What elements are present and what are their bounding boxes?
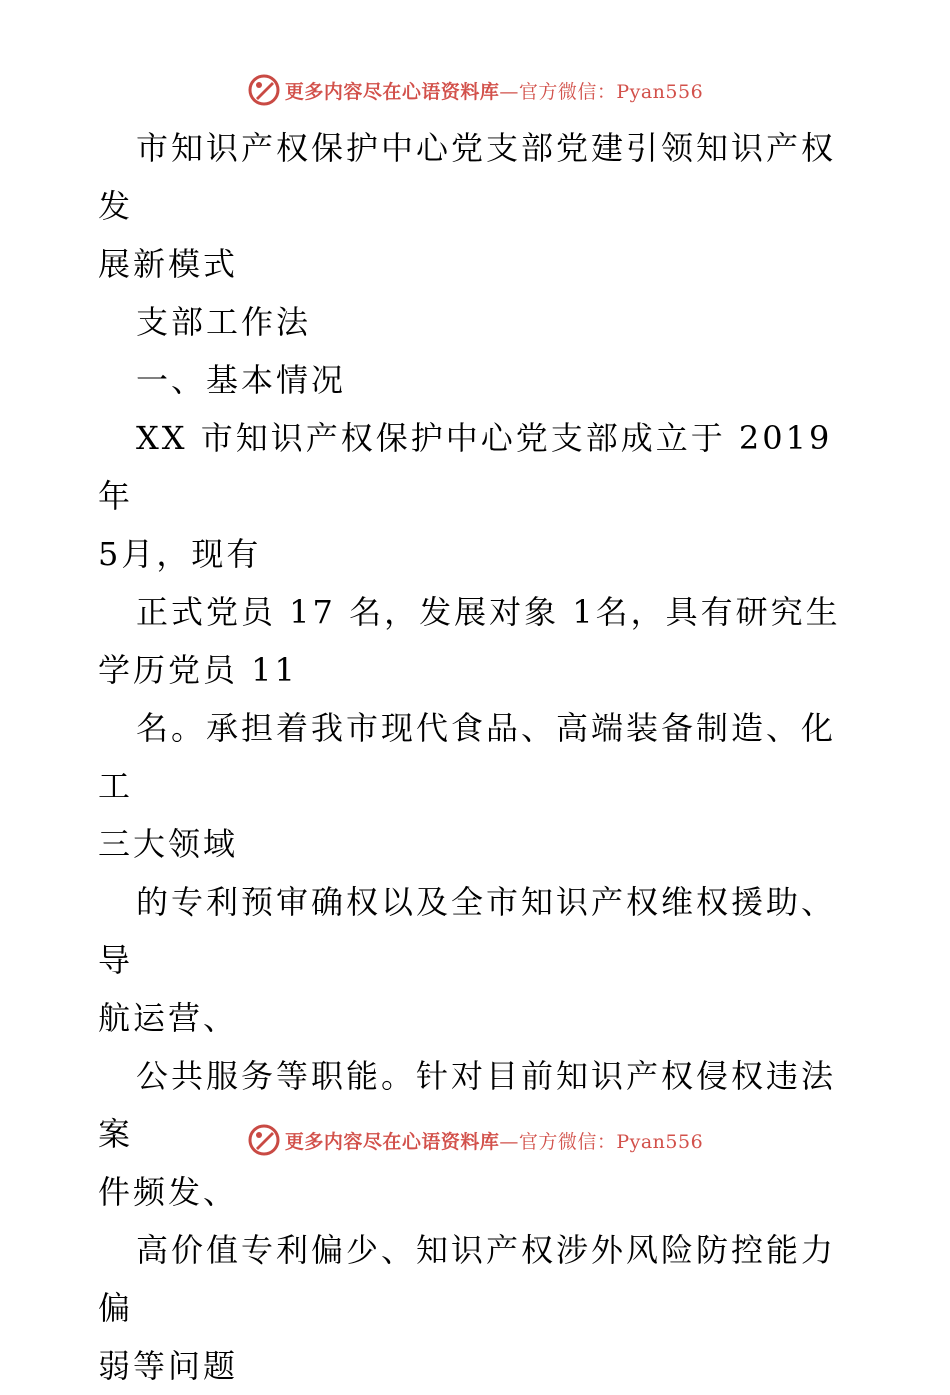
header-banner xyxy=(0,70,950,110)
paragraph-line: 三大领域 xyxy=(98,825,239,863)
paragraph-line: 弱等问题 xyxy=(98,1347,239,1385)
paragraph-line: 学历党员 11 xyxy=(98,651,298,689)
paragraph-line: XX 市知识产权保护中心党支部成立于 2019 年 xyxy=(98,419,833,515)
document-body xyxy=(98,119,858,1395)
footer-banner-text: 更多内容尽在心语资料库—官方微信：Pyan556 xyxy=(284,1130,704,1153)
paragraph-line: 正式党员 17 名，发展对象 1名，具有研究生 xyxy=(136,593,841,631)
paragraph-line: 公共服务等职能。针对目前知识产权侵权违法案 xyxy=(98,1057,837,1153)
paragraph-line: 航运营、 xyxy=(98,999,239,1037)
paragraph-line: 名。承担着我市现代食品、高端装备制造、化工 xyxy=(98,709,837,805)
paragraph-line: 的专利预审确权以及全市知识产权维权援助、导 xyxy=(98,883,837,979)
subtitle: 支部工作法 xyxy=(136,303,312,341)
paragraph-line: 高价值专利偏少、知识产权涉外风险防控能力偏 xyxy=(98,1231,837,1327)
footer-banner xyxy=(0,1120,950,1160)
logo-icon xyxy=(247,1123,281,1157)
title-line-2: 展新模式 xyxy=(98,245,239,283)
title-line-1: 市知识产权保护中心党支部党建引领知识产权发 xyxy=(98,129,837,225)
logo-icon xyxy=(247,73,281,107)
paragraph-line: 件频发、 xyxy=(98,1173,239,1211)
paragraph-line: 5月，现有 xyxy=(98,535,262,573)
section-heading: 一、基本情况 xyxy=(136,361,347,399)
header-banner-text: 更多内容尽在心语资料库—官方微信：Pyan556 xyxy=(284,80,704,103)
